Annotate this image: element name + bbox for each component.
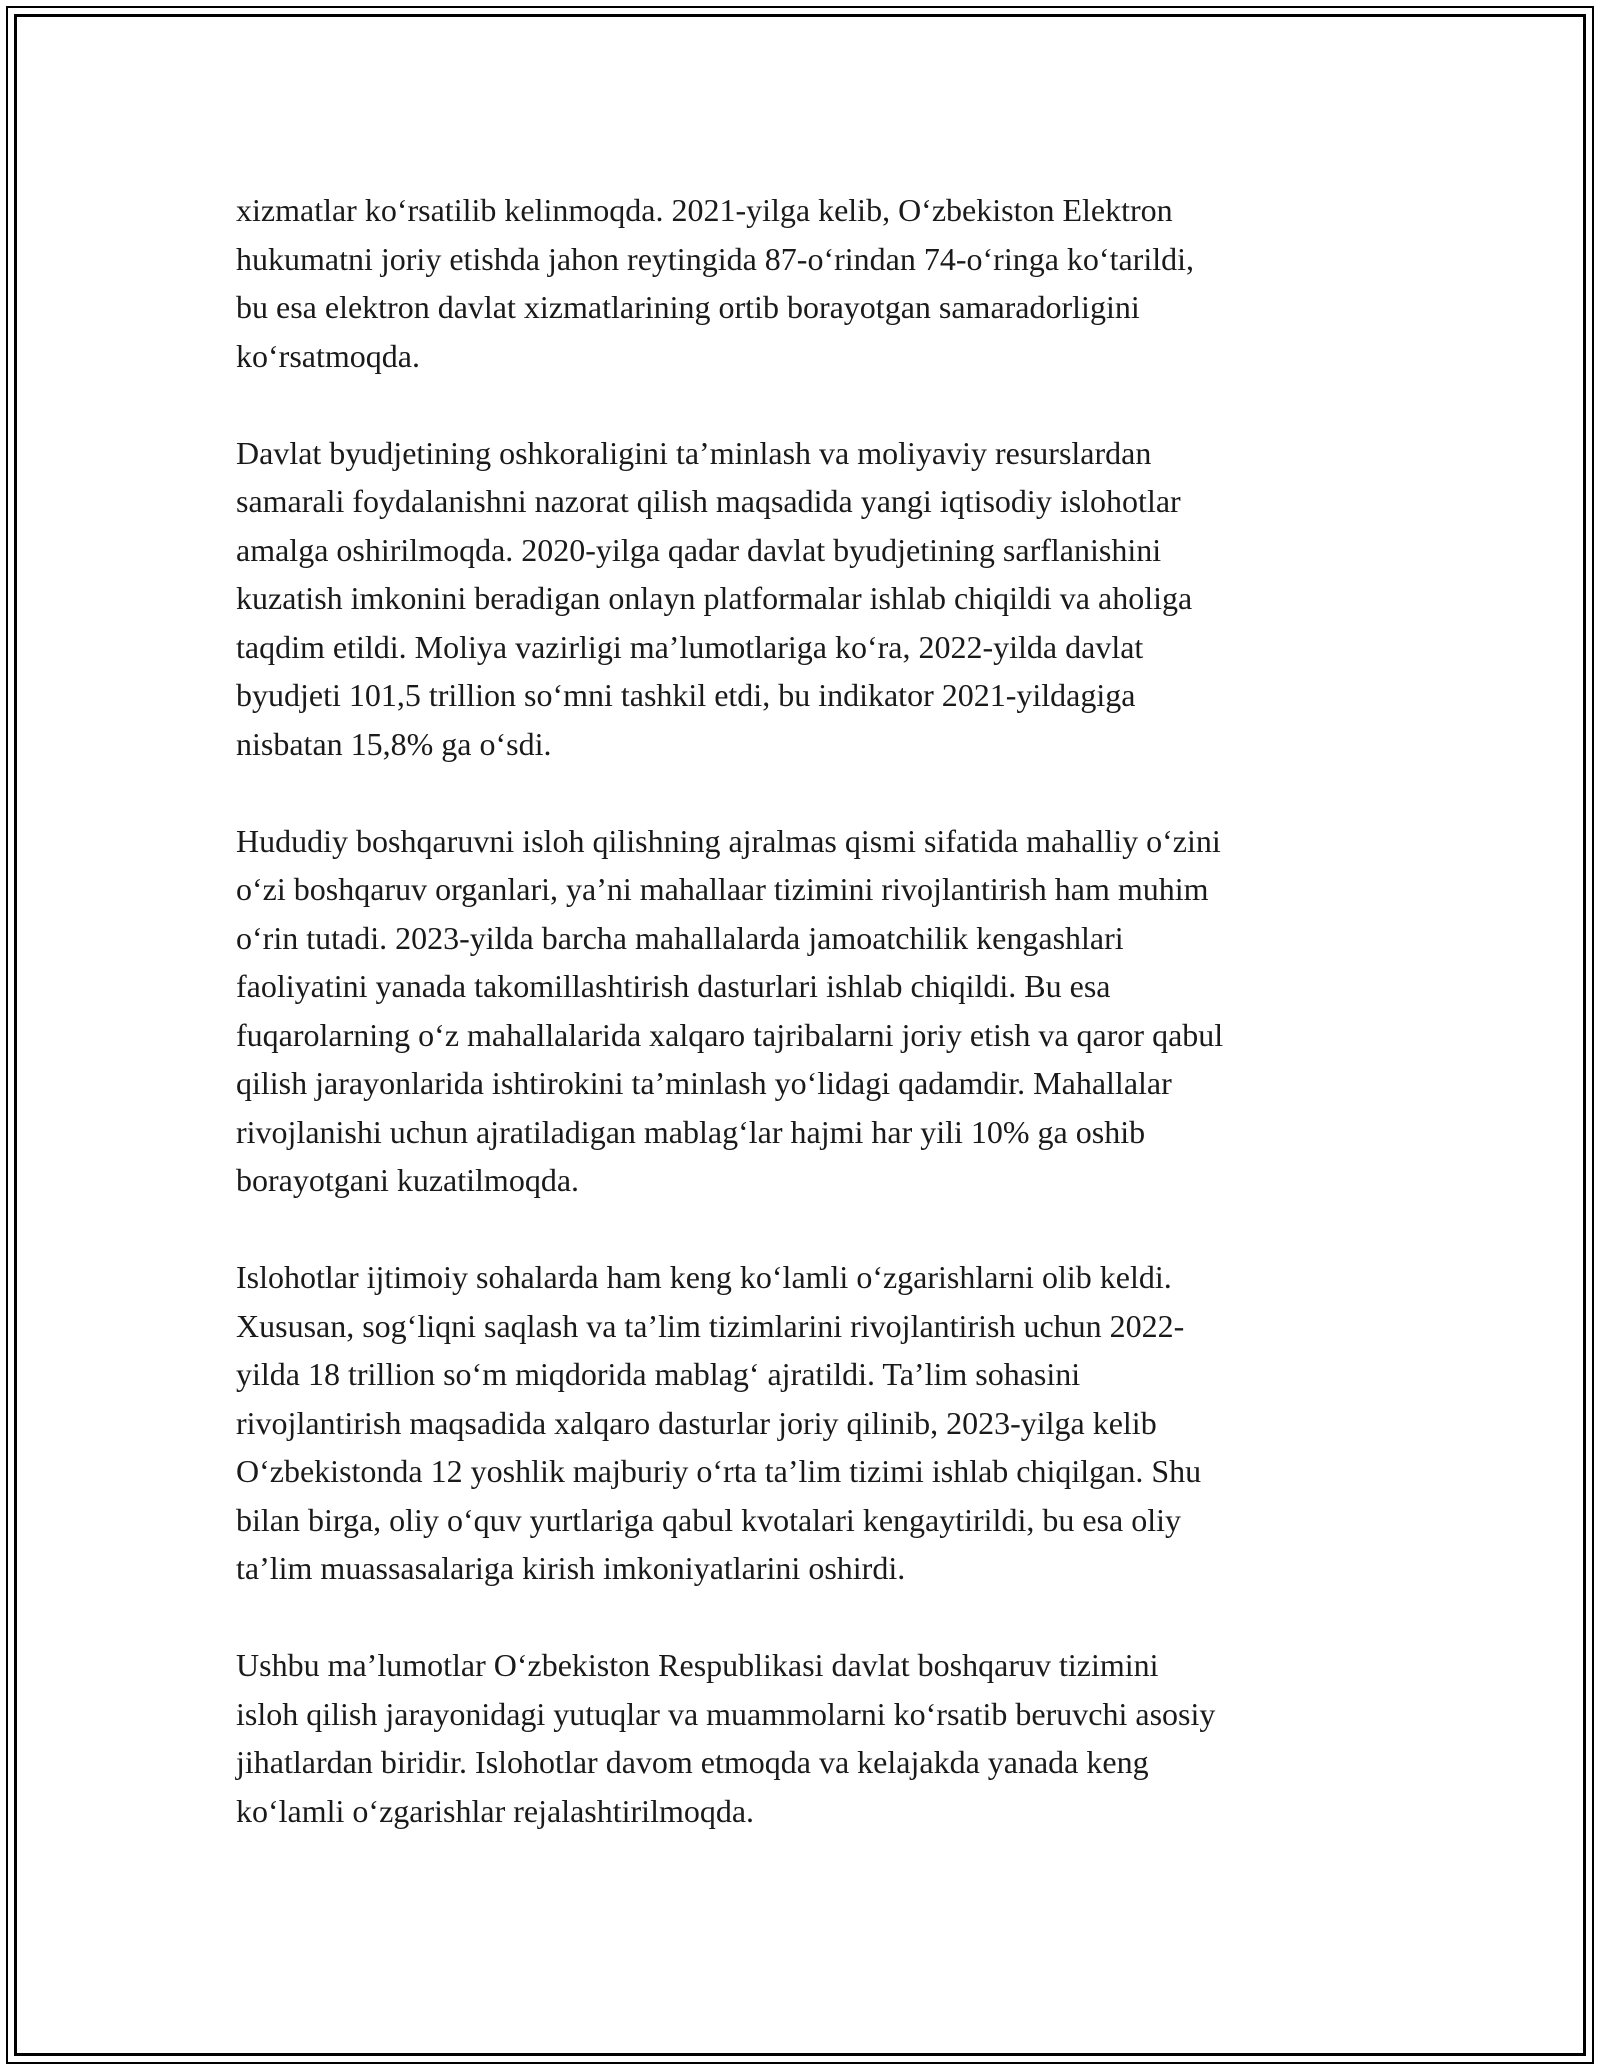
- text-line: rivojlantirish maqsadida xalqaro dasturlar joriy qilinib, 2023-yilga kelib: [236, 1404, 1157, 1441]
- text-line: taqdim etildi. Moliya vazirligi ma’lumotlariga ko‘ra, 2022-yilda davlat: [236, 628, 1144, 665]
- text-line: amalga oshirilmoqda. 2020-yilga qadar davlat byudjetining sarflanishini: [236, 531, 1162, 568]
- paragraph-3: [236, 817, 1376, 1205]
- text-line: kuzatish imkonini beradigan onlayn platformalar ishlab chiqildi va aholiga: [236, 580, 1193, 616]
- document-body: [236, 186, 1376, 1884]
- paragraph-2: [236, 429, 1376, 769]
- text-line: ta’lim muassasalariga kirish imkoniyatlarini oshirdi.: [236, 1550, 906, 1586]
- text-line: Hududiy boshqaruvni isloh qilishning ajralmas qismi sifatida mahalliy o‘zini: [236, 822, 1221, 859]
- text-line: ko‘rsatmoqda.: [236, 337, 420, 374]
- text-line: qilish jarayonlarida ishtirokini ta’minlash yo‘lidagi qadamdir. Mahallalar: [236, 1065, 1172, 1101]
- text-line: Davlat byudjetining oshkoraligini ta’minlash va moliyaviy resurslardan: [236, 434, 1152, 471]
- text-line: faoliyatini yanada takomillashtirish dasturlari ishlab chiqildi. Bu esa: [236, 968, 1111, 1004]
- text-line: Xususan, sog‘liqni saqlash va ta’lim tizimlarini rivojlantirish uchun 2022-: [236, 1307, 1185, 1344]
- text-line: bu esa elektron davlat xizmatlarining ortib borayotgan samaradorligini: [236, 289, 1140, 325]
- text-line: xizmatlar ko‘rsatilib kelinmoqda. 2021-yilga kelib, O‘zbekiston Elektron: [236, 192, 1173, 228]
- paragraph-5: [236, 1641, 1376, 1835]
- text-line: hukumatni joriy etishda jahon reytingida 87-o‘rindan 74-o‘ringa ko‘tarildi,: [236, 240, 1194, 277]
- text-line: bilan birga, oliy o‘quv yurtlariga qabul kvotalari kengaytirildi, bu esa oliy: [236, 1501, 1181, 1538]
- text-line: jihatlardan biridir. Islohotlar davom etmoqda va kelajakda yanada keng: [236, 1744, 1149, 1780]
- text-line: samarali foydalanishni nazorat qilish maqsadida yangi iqtisodiy islohotlar: [236, 483, 1181, 519]
- text-line: Ushbu ma’lumotlar O‘zbekiston Respublikasi davlat boshqaruv tizimini: [236, 1647, 1159, 1683]
- text-line: ko‘lamli o‘zgarishlar rejalashtirilmoqda.: [236, 1792, 755, 1829]
- text-line: O‘zbekistonda 12 yoshlik majburiy o‘rta ta’lim tizimi ishlab chiqilgan. Shu: [236, 1453, 1202, 1489]
- text-line: nisbatan 15,8% ga o‘sdi.: [236, 725, 552, 762]
- text-line: rivojlanishi uchun ajratiladigan mablag‘lar hajmi har yili 10% ga oshib: [236, 1113, 1146, 1150]
- text-line: Islohotlar ijtimoiy sohalarda ham keng ko‘lamli o‘zgarishlarni olib keldi.: [236, 1259, 1172, 1295]
- paragraph-1: [236, 186, 1376, 380]
- paragraph-4: [236, 1253, 1376, 1593]
- text-line: fuqarolarning o‘z mahallalarida xalqaro tajribalarni joriy etish va qaror qabul: [236, 1016, 1224, 1053]
- text-line: byudjeti 101,5 trillion so‘mni tashkil etdi, bu indikator 2021-yildagiga: [236, 677, 1136, 713]
- text-line: yilda 18 trillion so‘m miqdorida mablag‘ ajratildi. Ta’lim sohasini: [236, 1356, 1081, 1392]
- text-line: borayotgani kuzatilmoqda.: [236, 1162, 580, 1198]
- text-line: isloh qilish jarayonidagi yutuqlar va muammolarni ko‘rsatib beruvchi asosiy: [236, 1695, 1216, 1732]
- text-line: o‘zi boshqaruv organlari, ya’ni mahallaar tizimini rivojlantirish ham muhim: [236, 871, 1209, 907]
- text-line: o‘rin tutadi. 2023-yilda barcha mahallalarda jamoatchilik kengashlari: [236, 919, 1124, 956]
